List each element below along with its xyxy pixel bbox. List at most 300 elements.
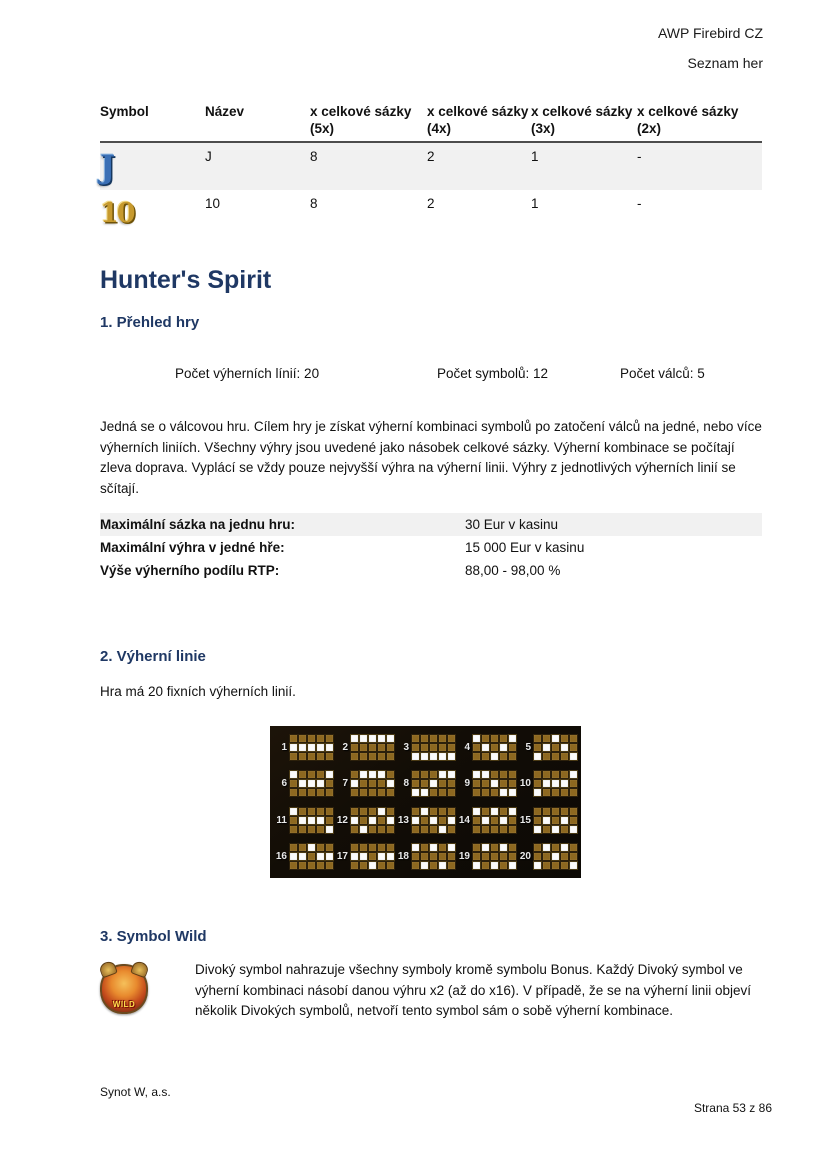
payline-cell (386, 788, 395, 797)
payline-cell-on (569, 770, 578, 779)
payline-cell (377, 816, 386, 825)
payline-cell (533, 816, 542, 825)
payline-cell-on (508, 788, 517, 797)
payline-cell-on (472, 861, 481, 870)
payline-20 (517, 843, 578, 870)
payline-cell-on (289, 743, 298, 752)
payline-cell (472, 779, 481, 788)
cell-nazev: 10 (205, 195, 221, 211)
paylines-intro-text: Hra má 20 fixních výherních linií. (100, 684, 296, 699)
payline-cell-on (368, 861, 377, 870)
wild-symbol-icon (100, 964, 148, 1014)
game-stats-row (0, 366, 827, 386)
payline-cell-on (386, 852, 395, 861)
payline-cell (289, 816, 298, 825)
payline-cell-on (508, 861, 517, 870)
payline-cell (447, 743, 456, 752)
payline-grid (411, 843, 456, 870)
payline-cell (325, 752, 334, 761)
payline-cell-on (447, 816, 456, 825)
j-symbol-icon (100, 145, 142, 185)
payline-cell-on (551, 734, 560, 743)
payline-cell (447, 788, 456, 797)
payline-cell-on (472, 807, 481, 816)
table-row (100, 143, 762, 190)
payline-cell (490, 825, 499, 834)
payline-number: 11 (276, 814, 287, 826)
payline-number: 13 (397, 814, 409, 826)
payline-cell-on (499, 788, 508, 797)
payline-cell (542, 752, 551, 761)
payline-cell-on (325, 825, 334, 834)
payline-cell-on (368, 816, 377, 825)
payline-cell-on (447, 843, 456, 852)
payline-cell-on (472, 734, 481, 743)
payline-cell-on (368, 770, 377, 779)
fact-label: Maximální sázka na jednu hru: (100, 517, 296, 532)
payline-cell-on (386, 779, 395, 788)
payline-cell (472, 843, 481, 852)
payline-cell-on (377, 852, 386, 861)
payline-cell (490, 770, 499, 779)
payline-cell (429, 788, 438, 797)
payline-cell (298, 770, 307, 779)
payline-cell-on (533, 752, 542, 761)
payline-cell-on (420, 788, 429, 797)
payline-cell (560, 861, 569, 870)
payline-cell (481, 788, 490, 797)
game-overview-paragraph: Jedná se o válcovou hru. Cílem hry je získat výherní kombinaci symbolů po zatočení válců na jedné, nebo více výherních liniích. Všechny výhry jsou uvedené jako násobek celkové sázky. Výherní kombinace se počítají zleva doprava. Vyplácí se vždy pouze nejvyšší výhra na výherní linii. Výhry z jednotlivých výherních linií se sčítají. (100, 419, 762, 496)
payline-cell (490, 743, 499, 752)
payline-cell (377, 779, 386, 788)
payline-cell (325, 779, 334, 788)
payline-4 (456, 734, 517, 761)
payline-number: 14 (458, 814, 470, 826)
col-2x: x celkové sázky (2x) (637, 104, 739, 136)
payline-cell (368, 779, 377, 788)
header-subtitle: Seznam her (687, 55, 763, 71)
payline-cell (472, 743, 481, 752)
payline-cell (499, 734, 508, 743)
payline-cell (420, 743, 429, 752)
col-4x: x celkové sázky (4x) (427, 104, 529, 136)
cell-5x: 8 (310, 195, 318, 211)
payline-cell (350, 825, 359, 834)
payline-cell (551, 816, 560, 825)
payline-cell (386, 770, 395, 779)
fact-label: Maximální výhra v jedné hře: (100, 540, 285, 555)
payline-10 (517, 770, 578, 797)
payline-cell-on (350, 816, 359, 825)
payline-cell (472, 825, 481, 834)
payline-cell (569, 743, 578, 752)
payline-cell (472, 788, 481, 797)
page-header (658, 25, 763, 71)
symbol-paytable (100, 100, 762, 237)
payline-cell (420, 734, 429, 743)
stat-symbols: Počet symbolů: 12 (437, 366, 549, 381)
col-nazev: Název (205, 104, 245, 119)
payline-cell (359, 816, 368, 825)
payline-1 (273, 734, 334, 761)
cell-nazev: J (205, 148, 212, 164)
payline-cell-on (289, 770, 298, 779)
payline-cell (307, 852, 316, 861)
payline-cell-on (438, 825, 447, 834)
payline-cell (316, 861, 325, 870)
payline-cell (368, 752, 377, 761)
payline-cell (386, 843, 395, 852)
payline-cell-on (508, 734, 517, 743)
payline-cell (420, 779, 429, 788)
payline-cell (560, 807, 569, 816)
payline-cell (481, 852, 490, 861)
payline-cell (368, 807, 377, 816)
table-row (100, 513, 762, 536)
payline-cell-on (386, 734, 395, 743)
payline-number: 19 (458, 851, 470, 863)
payline-cell (542, 734, 551, 743)
payline-cell (438, 843, 447, 852)
payline-cell-on (533, 788, 542, 797)
payline-19 (456, 843, 517, 870)
payline-cell (350, 843, 359, 852)
payline-cell (420, 816, 429, 825)
payline-cell-on (325, 852, 334, 861)
payline-cell (316, 807, 325, 816)
payline-cell (316, 734, 325, 743)
payline-cell (307, 807, 316, 816)
payline-cell (350, 807, 359, 816)
payline-cell-on (499, 816, 508, 825)
payline-cell (533, 770, 542, 779)
payline-grid (472, 770, 517, 797)
payline-cell (551, 752, 560, 761)
payline-cell (447, 861, 456, 870)
payline-cell (490, 852, 499, 861)
payline-cell (508, 752, 517, 761)
limits-table (100, 513, 762, 582)
payline-cell-on (429, 843, 438, 852)
payline-cell (316, 752, 325, 761)
payline-number: 3 (403, 741, 409, 753)
payline-cell (325, 807, 334, 816)
symbol-paytable-header (100, 100, 762, 143)
page-title: Hunter's Spirit (100, 266, 272, 294)
payline-cell (533, 743, 542, 752)
col-symbol: Symbol (100, 104, 149, 119)
payline-cell (289, 779, 298, 788)
payline-cell (429, 734, 438, 743)
payline-cell (411, 807, 420, 816)
payline-number: 1 (281, 741, 287, 753)
payline-cell-on (490, 807, 499, 816)
payline-cell-on (438, 861, 447, 870)
payline-cell (438, 734, 447, 743)
payline-cell-on (325, 770, 334, 779)
payline-cell (307, 752, 316, 761)
payline-cell (472, 752, 481, 761)
payline-cell-on (359, 770, 368, 779)
payline-number: 17 (336, 851, 348, 863)
payline-cell-on (490, 752, 499, 761)
payline-cell-on (377, 734, 386, 743)
payline-cell (481, 807, 490, 816)
payline-cell (350, 752, 359, 761)
payline-cell (499, 825, 508, 834)
payline-grid (411, 807, 456, 834)
payline-7 (334, 770, 395, 797)
payline-cell (307, 734, 316, 743)
payline-grid (350, 770, 395, 797)
payline-cell-on (298, 816, 307, 825)
payline-cell (411, 779, 420, 788)
payline-cell-on (316, 743, 325, 752)
payline-cell (569, 779, 578, 788)
payline-11 (273, 807, 334, 834)
payline-cell (307, 825, 316, 834)
payline-cell-on (560, 843, 569, 852)
payline-cell-on (560, 816, 569, 825)
payline-cell (569, 734, 578, 743)
payline-cell-on (533, 861, 542, 870)
payline-cell-on (359, 734, 368, 743)
payline-cell-on (325, 743, 334, 752)
payline-cell-on (350, 779, 359, 788)
payline-cell (359, 743, 368, 752)
payline-6 (273, 770, 334, 797)
payline-cell (438, 807, 447, 816)
section-1-heading: 1. Přehled hry (100, 314, 200, 331)
payline-number: 6 (281, 778, 287, 790)
payline-cell (377, 752, 386, 761)
payline-cell (508, 852, 517, 861)
payline-cell (325, 788, 334, 797)
payline-cell-on (542, 743, 551, 752)
payline-cell (533, 807, 542, 816)
payline-cell (386, 752, 395, 761)
payline-cell (298, 861, 307, 870)
payline-cell (447, 734, 456, 743)
payline-cell (298, 752, 307, 761)
payline-cell-on (350, 852, 359, 861)
payline-cell (447, 825, 456, 834)
fact-value: 30 Eur v kasinu (465, 517, 559, 532)
payline-17 (334, 843, 395, 870)
payline-cell-on (368, 734, 377, 743)
payline-cell-on (551, 825, 560, 834)
payline-number: 4 (464, 741, 470, 753)
payline-grid (533, 807, 578, 834)
payline-grid (533, 734, 578, 761)
payline-cell (490, 843, 499, 852)
payline-cell (386, 825, 395, 834)
payline-number: 5 (525, 741, 531, 753)
payline-cell (438, 743, 447, 752)
cell-4x: 2 (427, 195, 435, 211)
payline-grid (289, 843, 334, 870)
payline-cell-on (551, 852, 560, 861)
payline-cell-on (386, 816, 395, 825)
payline-cell (429, 770, 438, 779)
payline-number: 20 (519, 851, 531, 863)
payline-cell-on (316, 852, 325, 861)
payline-grid (472, 734, 517, 761)
payline-cell-on (472, 770, 481, 779)
payline-cell (325, 861, 334, 870)
payline-cell (490, 788, 499, 797)
payline-cell-on (569, 752, 578, 761)
cell-3x: 1 (531, 148, 539, 164)
payline-cell-on (499, 743, 508, 752)
payline-cell (377, 743, 386, 752)
payline-cell (429, 852, 438, 861)
payline-cell (542, 825, 551, 834)
payline-cell (499, 779, 508, 788)
payline-cell (551, 788, 560, 797)
payline-cell-on (316, 816, 325, 825)
payline-cell-on (438, 770, 447, 779)
payline-cell (508, 743, 517, 752)
payline-cell-on (411, 752, 420, 761)
payline-cell (316, 770, 325, 779)
payline-cell (359, 752, 368, 761)
j-symbol-glyph: J (100, 147, 116, 186)
payline-number: 9 (464, 778, 470, 790)
payline-cell (560, 852, 569, 861)
payline-cell (533, 734, 542, 743)
payline-cell (420, 825, 429, 834)
payline-cell (289, 843, 298, 852)
payline-cell-on (481, 843, 490, 852)
payline-cell (368, 788, 377, 797)
payline-cell-on (298, 852, 307, 861)
payline-number: 16 (275, 851, 287, 863)
payline-grid (289, 734, 334, 761)
payline-cell (411, 734, 420, 743)
payline-cell (481, 752, 490, 761)
payline-cell (542, 807, 551, 816)
payline-cell-on (481, 816, 490, 825)
payline-grid (472, 843, 517, 870)
payline-cell-on (429, 779, 438, 788)
payline-cell (508, 770, 517, 779)
payline-cell-on (490, 861, 499, 870)
payline-cell (569, 816, 578, 825)
payline-cell-on (569, 861, 578, 870)
payline-cell-on (307, 779, 316, 788)
payline-grid (289, 807, 334, 834)
payline-cell (533, 852, 542, 861)
payline-cell (533, 779, 542, 788)
payline-cell (499, 752, 508, 761)
payline-cell-on (289, 852, 298, 861)
payline-cell (508, 825, 517, 834)
payline-cell-on (560, 779, 569, 788)
payline-cell (368, 843, 377, 852)
payline-cell (307, 770, 316, 779)
payline-cell (307, 861, 316, 870)
cell-2x: - (637, 195, 642, 211)
footer-company: Synot W, a.s. (100, 1085, 171, 1099)
payline-16 (273, 843, 334, 870)
payline-cell (490, 816, 499, 825)
payline-cell-on (359, 852, 368, 861)
payline-cell (289, 752, 298, 761)
payline-cell (481, 779, 490, 788)
payline-cell (359, 779, 368, 788)
payline-cell (377, 843, 386, 852)
payline-cell (542, 770, 551, 779)
wild-symbol-label: WILD (112, 1000, 136, 1009)
payline-cell (542, 852, 551, 861)
cell-3x: 1 (531, 195, 539, 211)
payline-cell (350, 788, 359, 797)
payline-cell-on (420, 807, 429, 816)
stat-paylines: Počet výherních línií: 20 (175, 366, 320, 381)
payline-cell (429, 861, 438, 870)
payline-cell-on (298, 779, 307, 788)
payline-cell (420, 770, 429, 779)
payline-cell (508, 843, 517, 852)
payline-cell (298, 843, 307, 852)
payline-cell-on (289, 807, 298, 816)
payline-cell-on (542, 779, 551, 788)
cell-5x: 8 (310, 148, 318, 164)
wild-paragraph: Divoký symbol nahrazuje všechny symboly kromě symbolu Bonus. Každý Divoký symbol ve výherní kombinaci násobí danou výhru x2 (až do x16). V případě, že se na výherní linii objeví několik Divokých symbolů, netvoří tento symbol sám o sobě výherní kombinace. (195, 962, 752, 1019)
payline-cell (490, 734, 499, 743)
payline-cell (429, 807, 438, 816)
payline-cell (386, 807, 395, 816)
payline-number: 12 (336, 814, 348, 826)
payline-cell-on (551, 779, 560, 788)
table-row (100, 559, 762, 582)
fact-label: Výše výherního podílu RTP: (100, 563, 280, 578)
payline-grid (533, 843, 578, 870)
payline-cell (438, 779, 447, 788)
wild-section (100, 960, 768, 1022)
payline-9 (456, 770, 517, 797)
payline-cell-on (569, 825, 578, 834)
payline-2 (334, 734, 395, 761)
payline-cell (377, 788, 386, 797)
payline-cell (307, 788, 316, 797)
ten-symbol-glyph: 10 (100, 198, 134, 230)
payline-number: 10 (519, 778, 531, 790)
payline-cell (499, 770, 508, 779)
payline-cell (350, 770, 359, 779)
payline-cell (447, 779, 456, 788)
payline-cell (472, 852, 481, 861)
payline-cell (551, 770, 560, 779)
payline-cell (316, 843, 325, 852)
payline-cell (499, 861, 508, 870)
payline-grid (411, 770, 456, 797)
payline-grid (350, 807, 395, 834)
table-row (100, 536, 762, 559)
payline-cell (560, 752, 569, 761)
payline-cell (508, 779, 517, 788)
payline-cell (411, 852, 420, 861)
payline-cell (386, 743, 395, 752)
payline-cell (569, 852, 578, 861)
payline-cell (325, 843, 334, 852)
payline-cell (420, 852, 429, 861)
payline-cell (298, 788, 307, 797)
payline-cell-on (377, 807, 386, 816)
payline-cell (377, 825, 386, 834)
payline-cell (569, 807, 578, 816)
